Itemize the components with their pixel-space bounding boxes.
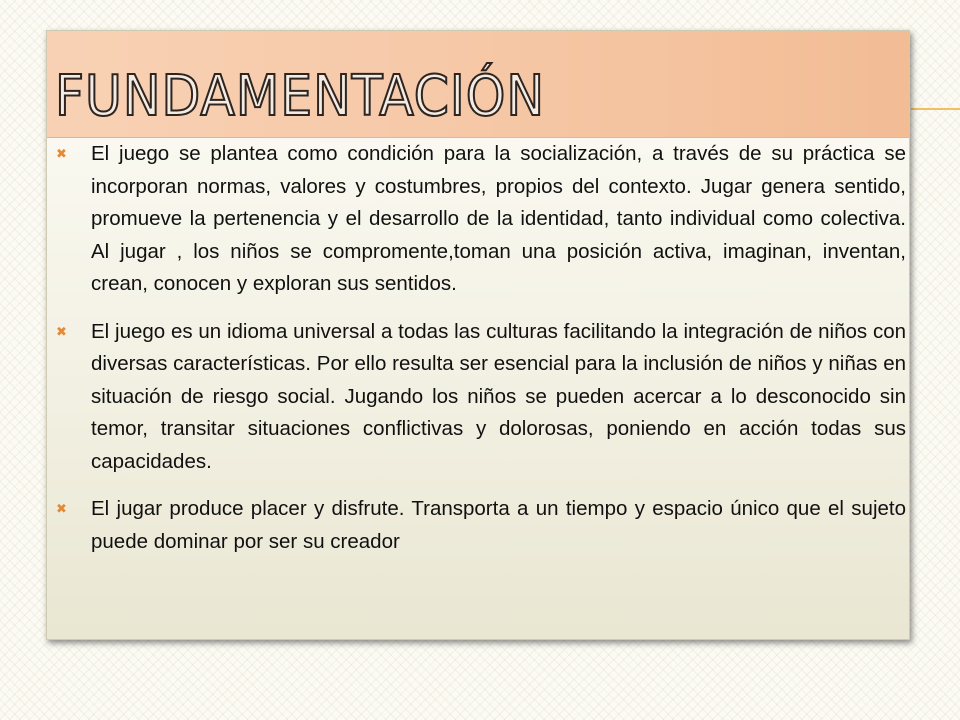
bullet-item-1 <box>56 138 906 301</box>
x-bullet-icon: ✖ <box>56 501 67 516</box>
bullet-item-2 <box>56 316 906 479</box>
bullet-text-3: El jugar produce placer y disfrute. Transporta a un tiempo y espacio único que el sujeto puede dominar por ser su creador <box>91 497 906 553</box>
title-band <box>47 31 909 138</box>
bullet-list <box>56 138 906 573</box>
x-bullet-icon: ✖ <box>56 146 67 161</box>
accent-line <box>911 108 960 110</box>
slide-title: FUNDAMENTACIÓN <box>55 64 546 129</box>
bullet-item-3 <box>56 493 906 558</box>
x-bullet-icon: ✖ <box>56 323 67 339</box>
bullet-text-2: El juego es un idioma universal a todas las culturas facilitando la integración de niños con diversas características. Por ello resulta ser esencial para la inclusión de niños y niñas en situación de riesgo social. Jugando los niños se pueden acercar a lo desconocido sin temor, transitar situaciones conflictivas y dolorosas, poniendo en acción todas sus capacidades. <box>91 319 906 473</box>
bullet-text-1: El juego se plantea como condición para la socialización, a través de su práctica se incorporan normas, valores y costumbres, propios del contexto. Jugar genera sentido, promueve la pertenencia y el desarrollo de la identidad, tanto individual como colectiva. Al jugar , los niños se compromente,toman una posición activa, imaginan, inventan, crean, conocen y exploran sus sentidos. <box>91 142 906 295</box>
